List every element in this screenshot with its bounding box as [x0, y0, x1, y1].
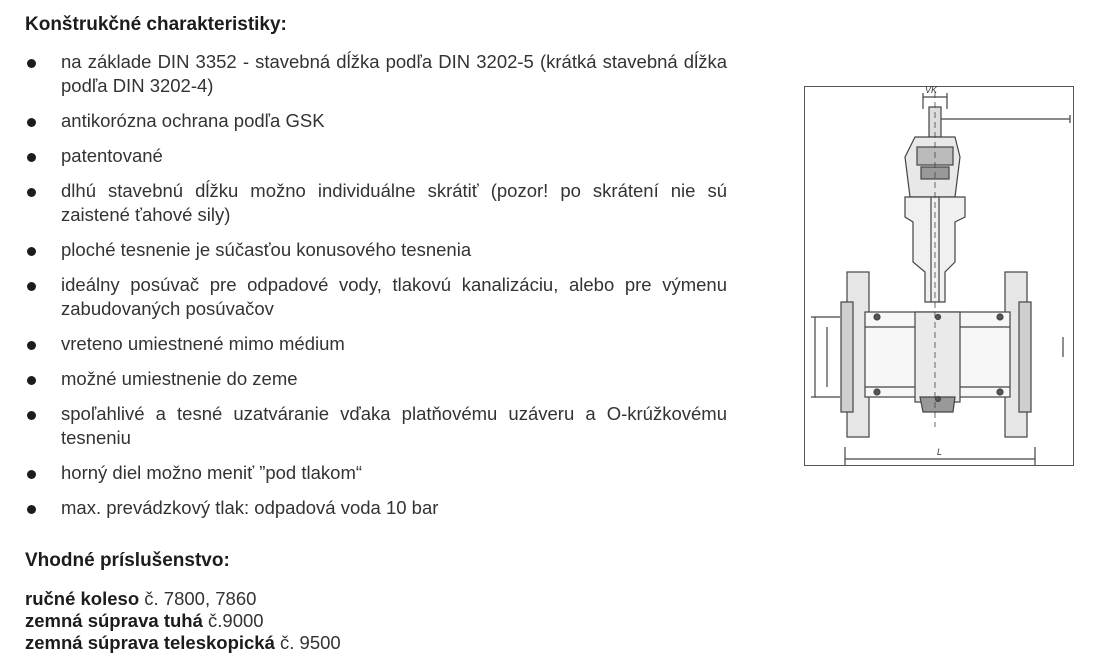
- bullet-icon: [27, 341, 36, 350]
- list-item: spoľahlivé a tesné uzatváranie vďaka platňovému uzáveru a O-krúžkovému tesneniu: [25, 402, 727, 450]
- bullet-icon: [27, 376, 36, 385]
- bullet-icon: [27, 282, 36, 291]
- accessories-heading: Vhodné príslušenstvo:: [25, 550, 230, 571]
- list-item: horný diel možno meniť ”pod tlakom“: [25, 461, 727, 485]
- bullet-icon: [27, 153, 36, 162]
- bullet-icon: [27, 411, 36, 420]
- features-list: [25, 50, 727, 531]
- list-item: patentované: [25, 144, 727, 168]
- bullet-icon: [27, 118, 36, 127]
- list-item: ploché tesnenie je súčasťou konusového tesnenia: [25, 238, 727, 262]
- list-item: dlhú stavebnú dĺžku možno individuálne skrátiť (pozor! po skrátení nie sú zaistené ťahové sily): [25, 179, 727, 227]
- list-item: možné umiestnenie do zeme: [25, 367, 727, 391]
- accessory-item: zemná súprava tuhá č.9000: [25, 610, 264, 631]
- bullet-icon: [27, 505, 36, 514]
- valve-cross-section-icon: [805, 87, 1075, 467]
- bullet-icon: [27, 188, 36, 197]
- list-item: na základe DIN 3352 - stavebná dĺžka podľa DIN 3202-5 (krátká stavebná dĺžka podľa DIN 3202-4): [25, 50, 727, 98]
- accessory-item: zemná súprava teleskopická č. 9500: [25, 632, 341, 653]
- valve-drawing: [804, 86, 1074, 466]
- list-item: vreteno umiestnené mimo médium: [25, 332, 727, 356]
- accessory-item: ručné koleso č. 7800, 7860: [25, 588, 257, 609]
- bullet-icon: [27, 247, 36, 256]
- features-heading: Konštrukčné charakteristiky:: [25, 14, 287, 35]
- list-item: max. prevádzkový tlak: odpadová voda 10 bar: [25, 496, 727, 520]
- bullet-icon: [27, 470, 36, 479]
- list-item: antikorózna ochrana podľa GSK: [25, 109, 727, 133]
- vk-label: VK: [925, 85, 938, 95]
- length-label: L: [937, 447, 943, 457]
- accessories-list: [25, 588, 341, 654]
- bullet-icon: [27, 59, 36, 68]
- list-item: ideálny posúvač pre odpadové vody, tlakovú kanalizáciu, alebo pre výmenu zabudovaných posúvačov: [25, 273, 727, 321]
